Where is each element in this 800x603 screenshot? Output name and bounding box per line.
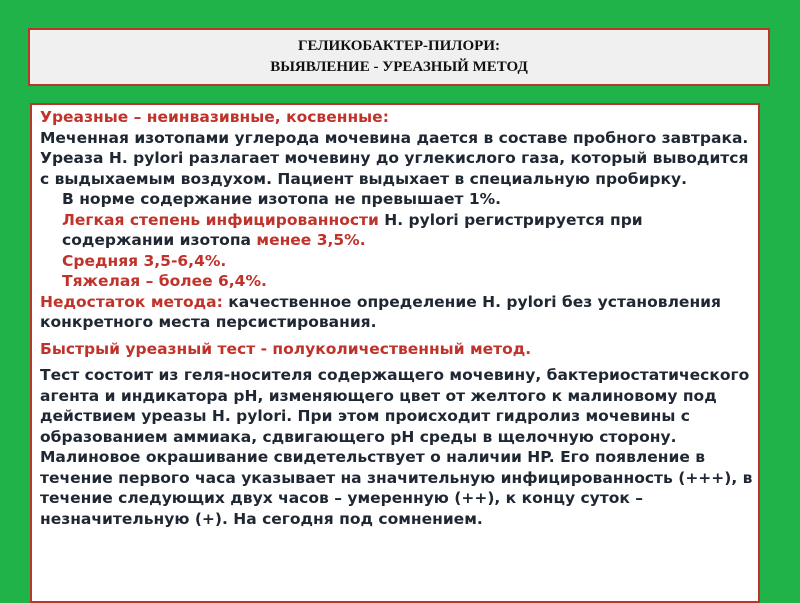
drawback-text: качественное определение H. pylori без установления конкретного места персистирования. xyxy=(40,292,721,331)
bullet-mild-red2: менее 3,5%. xyxy=(251,231,366,249)
bullet-mild-red: Легкая степень инфицированности xyxy=(62,210,379,229)
bullet-medium xyxy=(40,251,754,272)
bullet-severe xyxy=(40,271,754,292)
rapid-test-heading: Быстрый уреазный тест - полуколичественный метод. xyxy=(40,339,532,358)
bullet-mild-black: H. pylori регистрируется при содержании изотопа xyxy=(62,210,643,249)
bullet-square-icon xyxy=(40,210,62,251)
intro-heading: Уреазные – неинвазивные, косвенные: xyxy=(40,108,389,126)
content-panel xyxy=(30,103,760,603)
bullet-severe-text: Тяжелая – более 6,4%. xyxy=(62,272,267,290)
bullet-square-icon xyxy=(40,271,62,292)
rapid-test-text: Тест состоит из геля-носителя содержащего мочевину, бактериостатического агента и индикатора рН, изменяющего цвет от желтого к малиновому под действием уреазы H. pylori. При этом происходит гидролиз мочевины с образованием аммиака, сдвигающего рН среды в щелочную сторону. Малиновое окрашивание свидетельствует о наличии HP. Его появление в течение первого часа указывает на значительную инфицированность (+++), в течение следующих двух часов – умеренную (++), к концу суток – незначительную (+). На сегодня под сомнением. xyxy=(40,366,753,528)
slide-title xyxy=(28,28,770,86)
bullet-mild xyxy=(40,210,754,251)
intro-text: Меченная изотопами углерода мочевина дается в составе пробного завтрака. Уреаза H. pylori разлагает мочевину до углекислого газа, который выводится с выдыхаемым воздухом. Пациент выдыхает в специальную пробирку. xyxy=(40,128,749,188)
bullet-mild-text xyxy=(62,210,754,251)
bullet-normal-text: В норме содержание изотопа не превышает 1%. xyxy=(62,190,502,208)
drawback-paragraph xyxy=(40,292,754,333)
bullet-square-icon xyxy=(40,251,62,272)
title-line-1: ГЕЛИКОБАКТЕР-ПИЛОРИ: xyxy=(298,38,500,54)
bullet-square-icon xyxy=(40,189,62,210)
drawback-label: Недостаток метода: xyxy=(40,292,223,311)
title-line-2: ВЫЯВЛЕНИЕ - УРЕАЗНЫЙ МЕТОД xyxy=(270,59,528,75)
bullet-normal xyxy=(40,189,754,210)
bullet-medium-text: Средняя 3,5-6,4%. xyxy=(62,251,227,270)
